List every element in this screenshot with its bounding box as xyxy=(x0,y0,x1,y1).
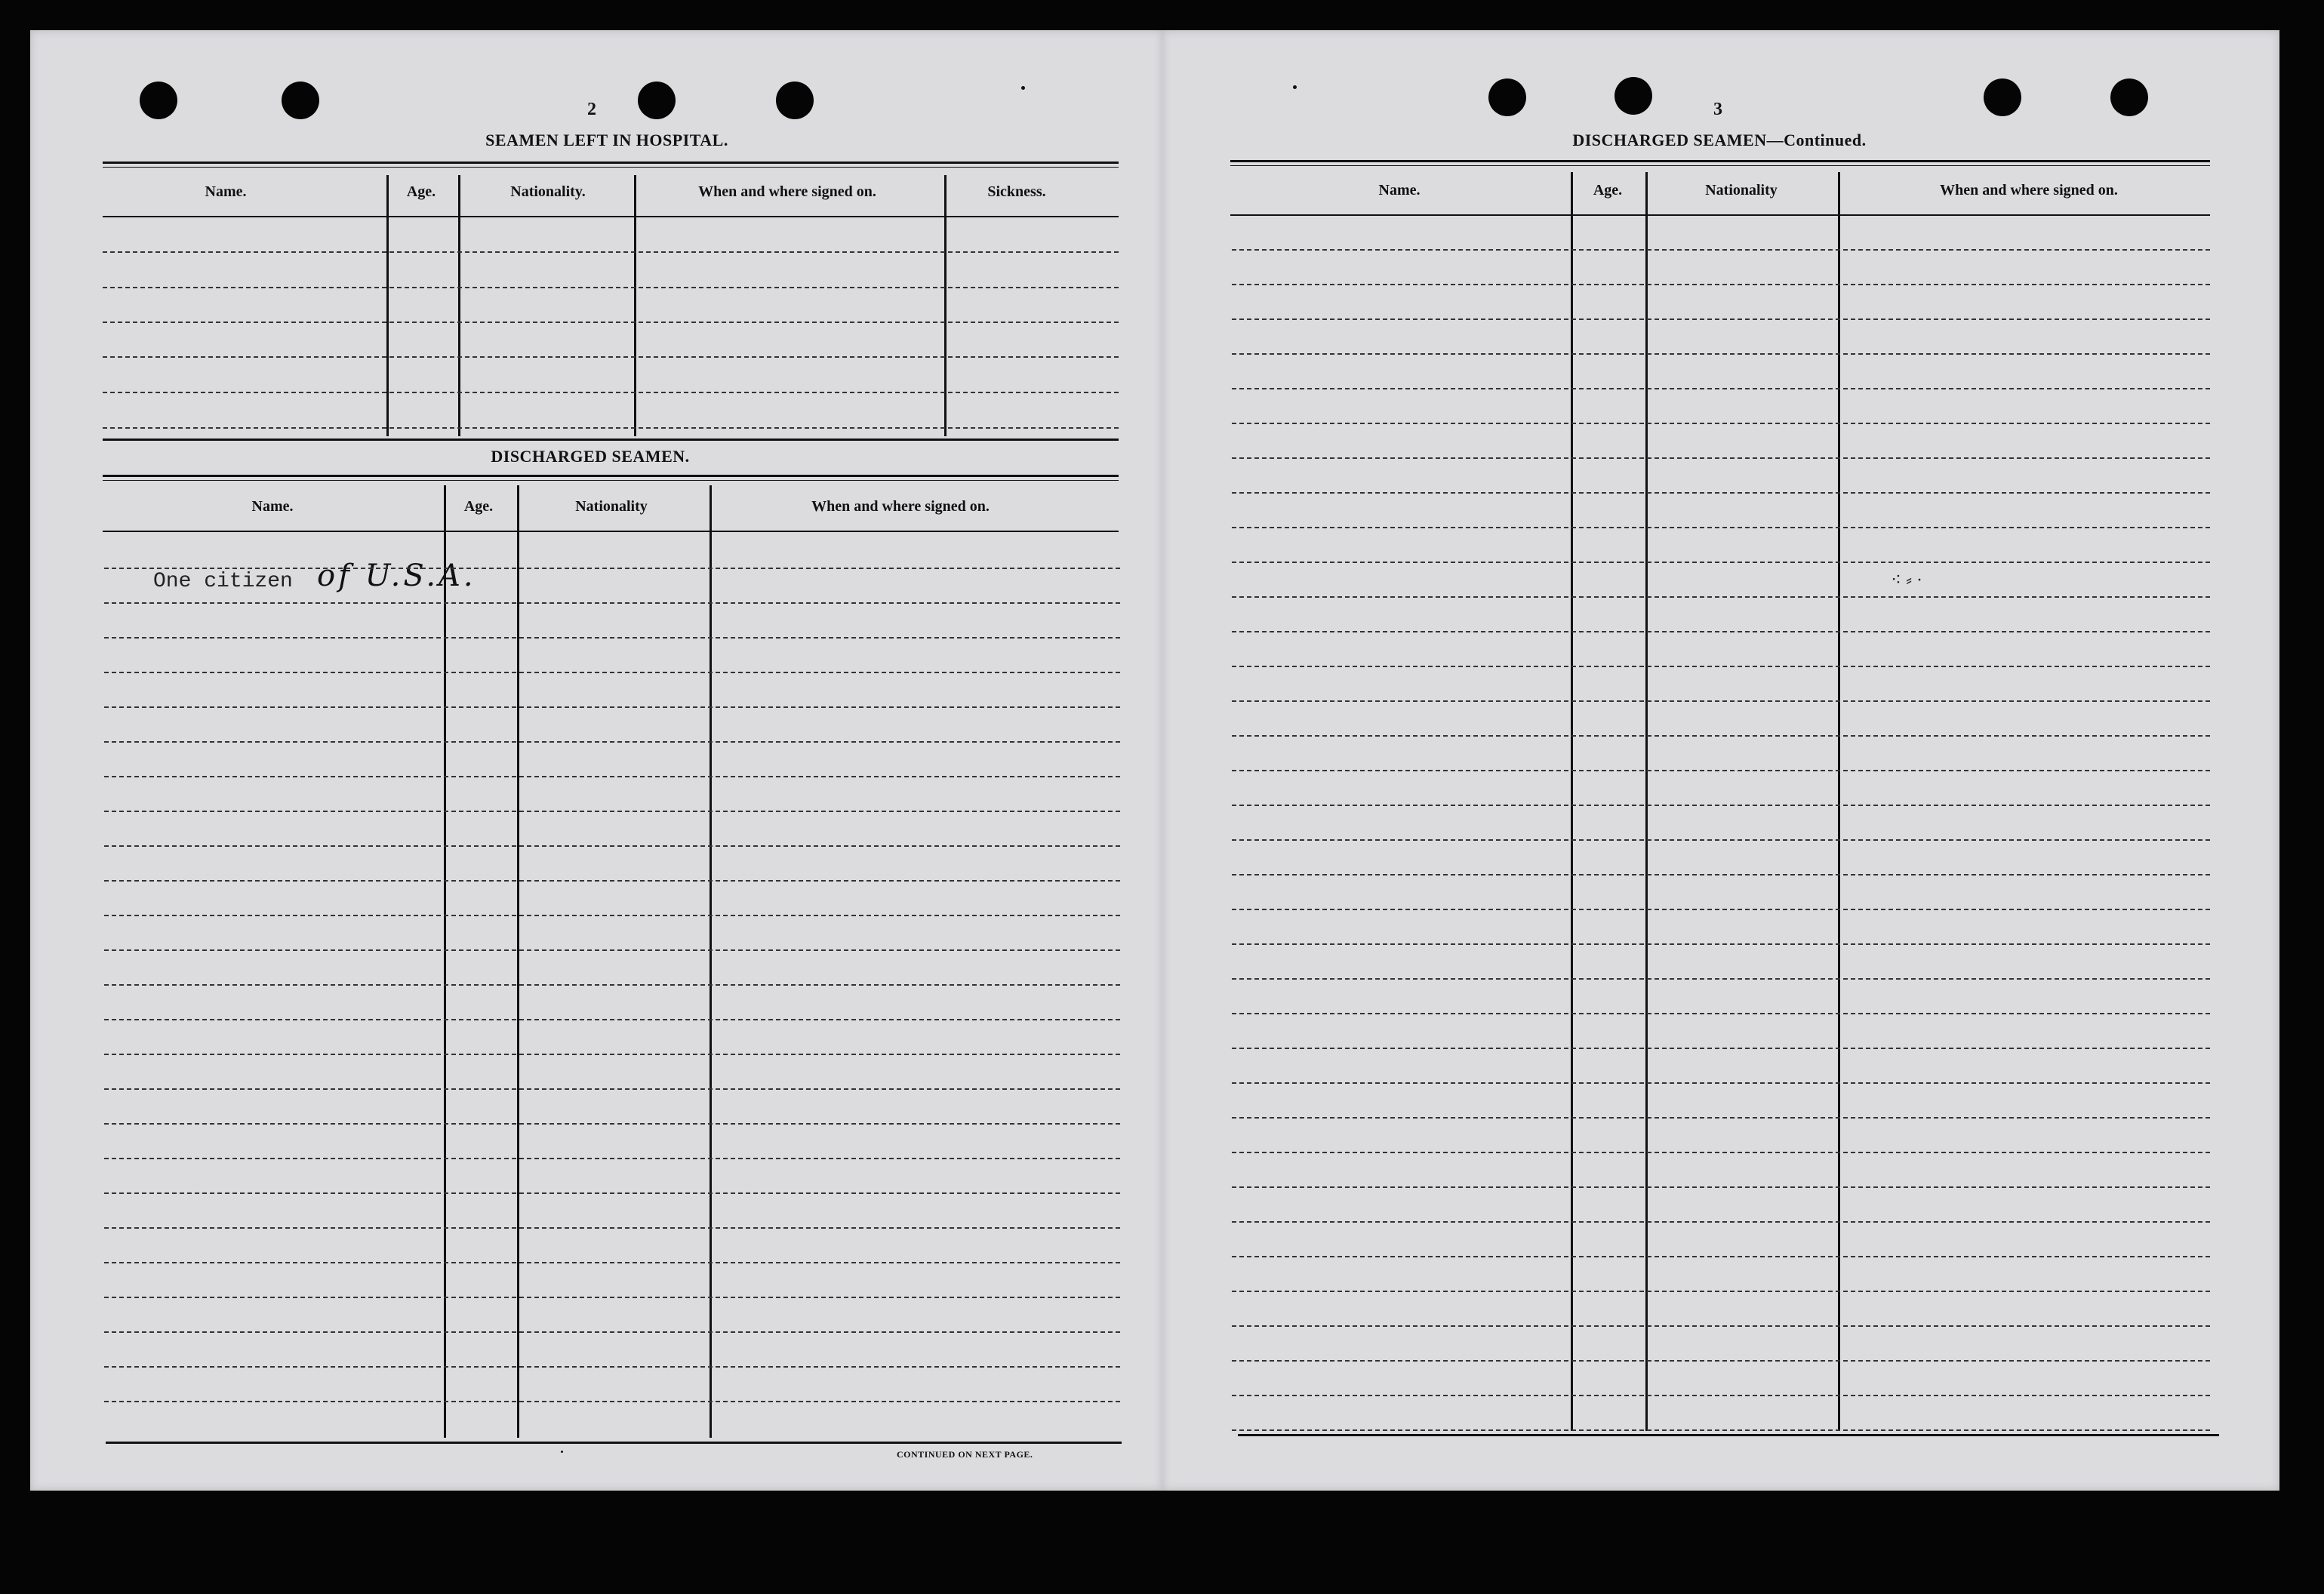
ink-speck xyxy=(1021,86,1025,90)
entry-line xyxy=(103,251,1119,253)
entry-line xyxy=(1232,666,2210,667)
entry-line xyxy=(1232,388,2210,389)
entry-line xyxy=(104,568,1120,569)
entry-line xyxy=(104,1192,1120,1194)
header-bottom-rule xyxy=(103,216,1119,217)
entry-line xyxy=(1232,1325,2210,1327)
entry-line xyxy=(103,392,1119,393)
left-page xyxy=(30,30,1162,1491)
entry-line xyxy=(1232,1013,2210,1014)
entry-line xyxy=(104,1331,1120,1333)
entry-line xyxy=(1232,1360,2210,1362)
discharged-section-title: DISCHARGED SEAMEN. xyxy=(491,447,690,466)
entry-line xyxy=(104,845,1120,847)
column-divider xyxy=(444,485,446,1438)
table-top-rule xyxy=(1230,160,2210,162)
entry-line xyxy=(1232,1186,2210,1188)
entry-line xyxy=(1232,700,2210,702)
entry-line xyxy=(104,672,1120,673)
col-header-name: Name. xyxy=(251,498,294,515)
ink-speck xyxy=(1293,85,1297,89)
entry-line xyxy=(1232,631,2210,632)
entry-line xyxy=(1232,457,2210,459)
entry-line xyxy=(104,1019,1120,1020)
entry-line xyxy=(1232,1429,2210,1431)
entry-line xyxy=(1232,874,2210,875)
entry-line xyxy=(104,1088,1120,1090)
col-header-sickness: Sickness. xyxy=(987,183,1046,200)
entry-line xyxy=(104,1054,1120,1055)
punch-hole xyxy=(282,82,319,119)
col-header-age: Age. xyxy=(463,498,494,515)
entry-line xyxy=(104,1123,1120,1125)
table-top-rule-thin xyxy=(103,480,1119,481)
column-divider xyxy=(634,175,636,436)
entry-line xyxy=(104,949,1120,951)
col-header-nationality: Nationality. xyxy=(510,183,586,200)
column-divider xyxy=(458,175,460,436)
column-divider xyxy=(944,175,947,436)
entry-line xyxy=(1232,909,2210,910)
col-header-signed-on: When and where signed on. xyxy=(811,498,990,515)
punch-hole xyxy=(2110,78,2148,116)
entry-line xyxy=(104,1366,1120,1368)
table-bottom-rule xyxy=(1238,1434,2219,1436)
entry-line xyxy=(1232,353,2210,355)
col-header-age: Age. xyxy=(406,183,436,200)
entry-line xyxy=(1232,527,2210,528)
entry-line xyxy=(1232,423,2210,424)
entry-line xyxy=(104,984,1120,986)
entry-line xyxy=(1232,1291,2210,1292)
entry-typed-text: One citizen xyxy=(153,570,293,593)
entry-line xyxy=(1232,1152,2210,1153)
entry-line xyxy=(103,427,1119,429)
entry-line xyxy=(1232,1117,2210,1119)
col-header-nationality: Nationality xyxy=(575,498,648,515)
col-header-name: Name. xyxy=(205,183,247,200)
table-top-rule xyxy=(103,475,1119,477)
column-divider xyxy=(1571,172,1573,1431)
col-header-age: Age. xyxy=(1593,182,1623,198)
header-bottom-rule xyxy=(1230,214,2210,216)
table-bottom-rule xyxy=(106,1442,1122,1444)
column-divider xyxy=(1838,172,1840,1431)
entry-line xyxy=(104,637,1120,639)
entry-line xyxy=(1232,318,2210,320)
entry-line xyxy=(1232,943,2210,945)
discharged-continued-title: DISCHARGED SEAMEN—Continued. xyxy=(1572,131,1867,149)
entry-line xyxy=(1232,1221,2210,1223)
entry-line xyxy=(1232,978,2210,980)
punch-hole xyxy=(1614,77,1652,115)
entry-line xyxy=(104,1401,1120,1402)
entry-line xyxy=(1232,562,2210,563)
entry-line xyxy=(104,811,1120,812)
entry-line xyxy=(1232,1256,2210,1257)
entry-line xyxy=(104,1227,1120,1229)
entry-line xyxy=(104,1262,1120,1263)
column-divider xyxy=(386,175,389,436)
entry-handwritten-text: of U.S.A. xyxy=(317,559,476,593)
table-bottom-rule xyxy=(103,439,1119,441)
table-top-rule-thin xyxy=(103,167,1119,168)
punch-hole xyxy=(1488,78,1526,116)
entry-line xyxy=(104,741,1120,743)
entry-line xyxy=(104,915,1120,916)
entry-line xyxy=(1232,805,2210,806)
entry-line xyxy=(1232,1082,2210,1084)
entry-line xyxy=(104,1297,1120,1298)
table-top-rule xyxy=(103,162,1119,164)
entry-line xyxy=(104,776,1120,777)
header-bottom-rule xyxy=(103,531,1119,532)
entry-line xyxy=(1232,596,2210,598)
punch-hole xyxy=(638,82,676,119)
entry-line xyxy=(1232,1048,2210,1049)
punch-hole xyxy=(1984,78,2021,116)
col-header-signed-on: When and where signed on. xyxy=(698,183,876,200)
column-divider xyxy=(1645,172,1648,1431)
col-header-signed-on: When and where signed on. xyxy=(1940,182,2118,198)
entry-line xyxy=(1232,770,2210,771)
entry-line xyxy=(1232,735,2210,737)
column-divider xyxy=(710,485,712,1438)
column-divider xyxy=(517,485,519,1438)
entry-line xyxy=(104,602,1120,604)
page-number: 2 xyxy=(587,100,596,119)
entry-line xyxy=(104,880,1120,882)
entry-line xyxy=(104,1158,1120,1159)
entry-line xyxy=(1232,839,2210,841)
table-top-rule-thin xyxy=(1230,165,2210,166)
continued-note: CONTINUED ON NEXT PAGE. xyxy=(897,1449,1033,1460)
entry-line xyxy=(104,706,1120,708)
punch-hole xyxy=(140,82,177,119)
entry-line xyxy=(1232,284,2210,285)
right-page xyxy=(1162,30,2279,1491)
col-header-name: Name. xyxy=(1378,182,1421,198)
page-number: 3 xyxy=(1713,100,1722,119)
pencil-mark: ⁖ ⸗ · xyxy=(1891,571,1923,590)
entry-line xyxy=(1232,492,2210,494)
entry-line xyxy=(103,356,1119,358)
entry-line xyxy=(103,322,1119,323)
entry-line xyxy=(1232,249,2210,251)
entry-line xyxy=(1232,1395,2210,1396)
punch-hole xyxy=(776,82,814,119)
hospital-section-title: SEAMEN LEFT IN HOSPITAL. xyxy=(485,131,728,149)
entry-line xyxy=(103,287,1119,288)
ink-speck xyxy=(561,1451,563,1453)
col-header-nationality: Nationality xyxy=(1705,182,1778,198)
